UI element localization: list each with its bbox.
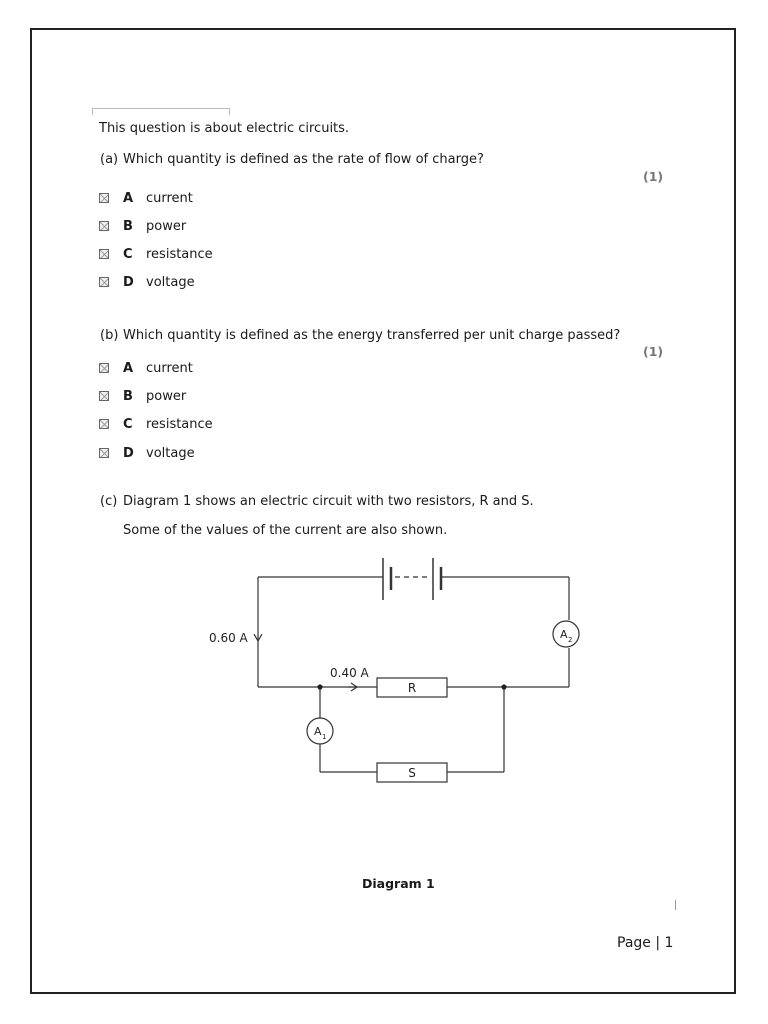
part-a-prefix: (a)	[100, 152, 119, 167]
part-b-prefix: (b)	[100, 328, 119, 343]
junction-dot	[317, 684, 322, 689]
label-ammeter-2-sub: 2	[568, 636, 573, 644]
diagram-caption: Diagram 1	[362, 876, 435, 891]
option-letter: A	[123, 361, 134, 376]
part-a-marks: (1)	[643, 169, 664, 184]
text-cursor	[675, 900, 676, 910]
option-text: current	[146, 191, 193, 206]
option-text: power	[146, 219, 187, 234]
part-c-prefix: (c)	[100, 494, 118, 509]
label-resistor-s: S	[408, 766, 416, 780]
option-letter: B	[123, 219, 133, 234]
page-number: Page | 1	[617, 935, 674, 951]
option-letter: D	[123, 446, 134, 461]
label-total-current: 0.60 A	[209, 631, 248, 645]
option-letter: A	[123, 191, 134, 206]
option-letter: D	[123, 275, 134, 290]
label-ammeter-2: A	[560, 628, 568, 641]
question-intro: This question is about electric circuits.	[99, 121, 350, 136]
option-text: current	[146, 361, 193, 376]
part-b-marks: (1)	[643, 344, 664, 359]
label-ammeter-1-sub: 1	[322, 733, 327, 741]
part-a-question: Which quantity is defined as the rate of flow of charge?	[123, 152, 484, 167]
label-ammeter-1: A	[314, 725, 322, 738]
part-b-question: Which quantity is defined as the energy transferred per unit charge passed?	[123, 328, 621, 343]
option-text: voltage	[146, 446, 195, 461]
option-letter: C	[123, 417, 133, 432]
option-text: power	[146, 389, 187, 404]
option-text: resistance	[146, 417, 213, 432]
junction-dot	[501, 684, 506, 689]
option-text: resistance	[146, 247, 213, 262]
part-c-line2: Some of the values of the current are also shown.	[123, 523, 448, 538]
part-c-line1: Diagram 1 shows an electric circuit with two resistors, R and S.	[123, 494, 534, 509]
option-text: voltage	[146, 275, 195, 290]
option-letter: C	[123, 247, 133, 262]
label-resistor-r: R	[407, 681, 417, 695]
option-letter: B	[123, 389, 133, 404]
label-r-current: 0.40 A	[330, 666, 369, 680]
